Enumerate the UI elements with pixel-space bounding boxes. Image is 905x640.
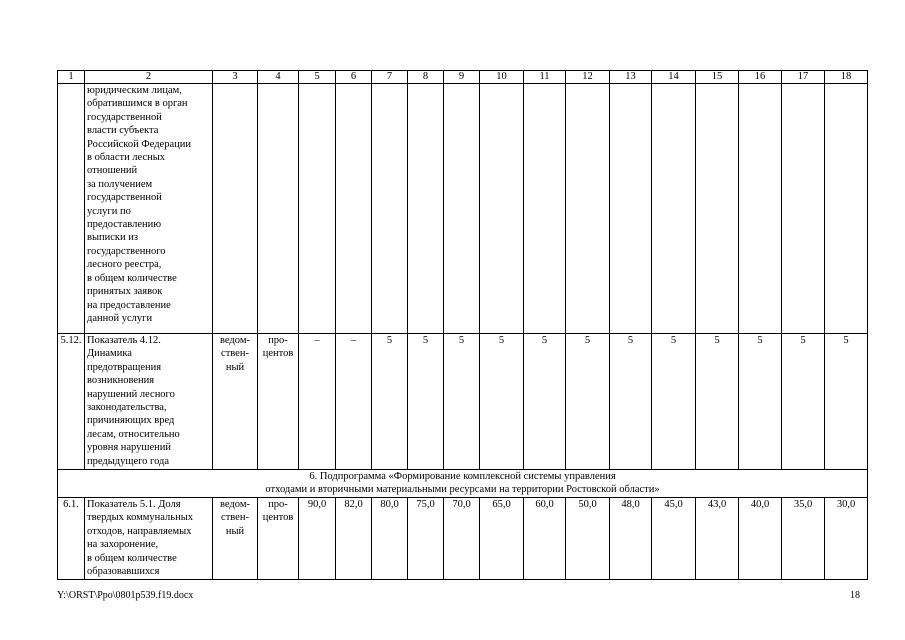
column-header: 8 [408,71,444,84]
column-header: 17 [782,71,825,84]
document-file-path: Y:\ORST\Ppo\0801p539.f19.docx [57,590,194,601]
indicator-type-cell: ведом- ствен- ный [213,498,258,580]
column-header: 6 [336,71,372,84]
value-cell: 5 [739,334,782,470]
value-cell: 5 [444,334,480,470]
value-cell: 5 [652,334,696,470]
table-row-6-1 [58,498,868,580]
value-cell: 65,0 [480,498,524,580]
page-number: 18 [850,590,860,601]
value-cell: 5 [408,334,444,470]
empty-cell [652,84,696,334]
table-row-5-12 [58,334,868,470]
column-header: 10 [480,71,524,84]
unit-cell: про- центов [258,334,299,470]
value-cell: 5 [566,334,610,470]
value-cell: 43,0 [696,498,739,580]
empty-cell [610,84,652,334]
value-cell: 40,0 [739,498,782,580]
value-cell: 45,0 [652,498,696,580]
column-header: 13 [610,71,652,84]
value-cell: 35,0 [782,498,825,580]
empty-cell [825,84,868,334]
value-cell: 60,0 [524,498,566,580]
column-header: 4 [258,71,299,84]
column-header: 7 [372,71,408,84]
empty-cell [408,84,444,334]
value-cell: 50,0 [566,498,610,580]
empty-cell [213,84,258,334]
column-header: 2 [85,71,213,84]
empty-cell [696,84,739,334]
column-header: 5 [299,71,336,84]
empty-cell [299,84,336,334]
column-number-header-row [58,71,868,84]
row-number-cell: 6.1. [58,498,85,580]
unit-cell: про- центов [258,498,299,580]
value-cell: 70,0 [444,498,480,580]
value-cell: 5 [825,334,868,470]
value-cell: 82,0 [336,498,372,580]
section-heading-row [58,470,868,498]
indicator-type-cell: ведом- ствен- ный [213,334,258,470]
value-cell: 5 [524,334,566,470]
value-cell: 90,0 [299,498,336,580]
column-header: 1 [58,71,85,84]
column-header: 18 [825,71,868,84]
value-cell: – [299,334,336,470]
value-cell: 5 [372,334,408,470]
value-cell: – [336,334,372,470]
empty-cell [739,84,782,334]
column-header: 9 [444,71,480,84]
column-header: 15 [696,71,739,84]
empty-cell [444,84,480,334]
column-header: 3 [213,71,258,84]
column-header: 11 [524,71,566,84]
empty-cell [372,84,408,334]
empty-cell [566,84,610,334]
value-cell: 30,0 [825,498,868,580]
value-cell: 5 [480,334,524,470]
indicator-table [57,70,868,580]
indicator-description: юридическим лицам, обратившимся в орган государственной власти субъекта Российской Федерации в области лесных отношений за получением государственной услуги по предоставлению выписки из государственного лесного реестра, в общем количестве принятых заявок на предоставление данной услуги [85,84,213,334]
value-cell: 48,0 [610,498,652,580]
empty-cell [782,84,825,334]
column-header: 16 [739,71,782,84]
column-header: 12 [566,71,610,84]
value-cell: 80,0 [372,498,408,580]
value-cell: 75,0 [408,498,444,580]
indicator-description: Показатель 5.1. Доля твердых коммунальных отходов, направляемых на захоронение, в общем количестве образовавшихся [85,498,213,580]
column-header: 14 [652,71,696,84]
empty-cell [524,84,566,334]
value-cell: 5 [610,334,652,470]
empty-cell [336,84,372,334]
row-number-cell: 5.12. [58,334,85,470]
empty-cell [480,84,524,334]
subprogram-heading: 6. Подпрограмма «Формирование комплексной системы управления отходами и вторичными материальными ресурсами на территории Ростовской области» [58,470,868,498]
table-row-continuation [58,84,868,334]
row-number-cell [58,84,85,334]
indicator-description: Показатель 4.12. Динамика предотвращения возникновения нарушений лесного законодательства, причиняющих вред лесам, относительно уровня нарушений предыдущего года [85,334,213,470]
value-cell: 5 [696,334,739,470]
value-cell: 5 [782,334,825,470]
empty-cell [258,84,299,334]
